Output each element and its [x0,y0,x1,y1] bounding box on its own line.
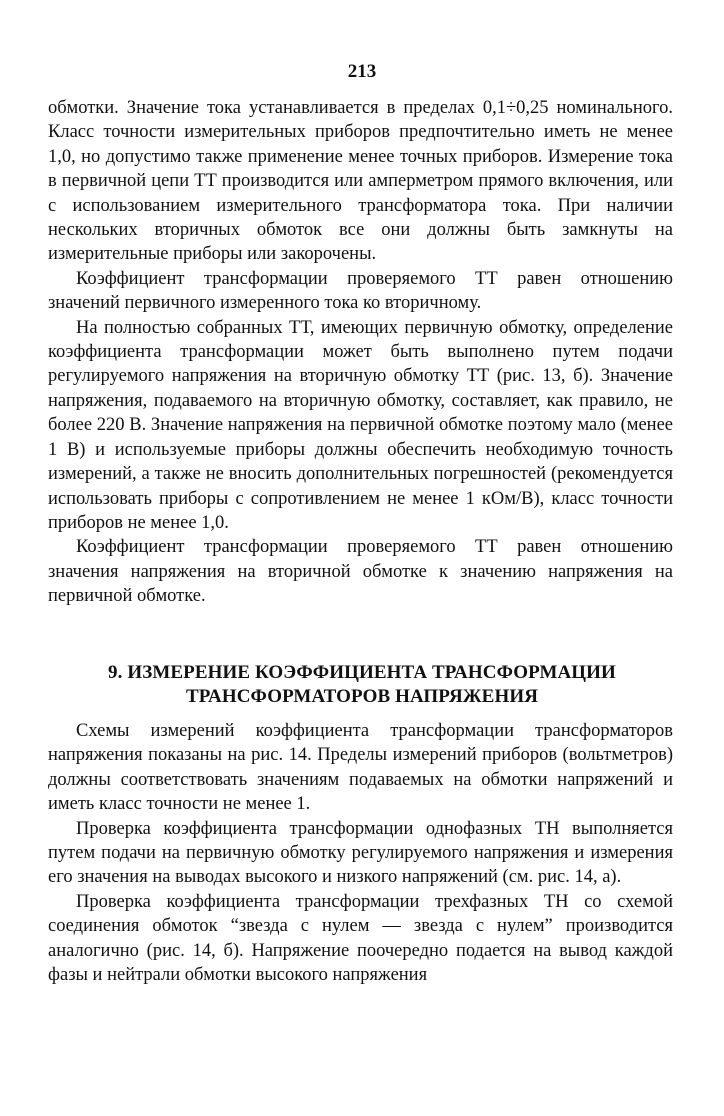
body-text-top [48,96,673,609]
paragraph: Проверка коэффициента трансформации однофазных ТН выполняется путем подачи на первичную обмотку регулируемого напряжения и измерения его значения на выводах высокого и низкого напряжений (см. рис. 14, а). [48,818,673,888]
page-number: 213 [347,61,377,82]
section-heading [30,661,694,709]
paragraph: Коэффициент трансформации проверяемого ТТ равен отношению значений первичного измеренного тока ко вторичному. [48,268,673,314]
section-heading-line-2: ТРАНСФОРМАТОРОВ НАПРЯЖЕНИЯ [185,686,539,707]
paragraph: Схемы измерений коэффициента трансформации трансформаторов напряжения показаны на рис. 14. Пределы измерений приборов (вольтметров) должны соответствовать значениям подаваемых на обмотки напряжений и иметь класс точности не менее 1. [48,721,673,815]
body-text-bottom [48,719,673,987]
section-heading-line-1: 9. ИЗМЕРЕНИЕ КОЭФФИЦИЕНТА ТРАНСФОРМАЦИИ [108,662,616,683]
paragraph: Коэффициент трансформации проверяемого ТТ равен отношению значения напряжения на вторичной обмотке к значению напряжения на первичной обмотке. [48,537,673,607]
paragraph: Проверка коэффициента трансформации трехфазных ТН со схемой соединения обмоток “звезда с нулем — звезда с нулем” производится аналогично (рис. 14, б). Напряжение поочередно подается на вывод каждой фазы и нейтрали обмотки высокого напряжения [48,891,673,986]
paragraph-continuation: обмотки. Значение тока устанавливается в пределах 0,1÷0,25 номинального. Класс точности измерительных приборов предпочтительно иметь не менее 1,0, но допустимо также применение менее точных приборов. Измерение тока в первичной цепи ТТ производится или амперметром прямого включения, или с использованием измерительного трансформатора тока. При наличии нескольких вторичных обмоток все они должны быть замкнуты на измерительные приборы или закорочены. [48,98,673,265]
paragraph: На полностью собранных ТТ, имеющих первичную обмотку, определение коэффициента трансформации может быть выполнено путем подачи регулируемого напряжения на вторичную обмотку ТТ (рис. 13, б). Значение напряжения, подаваемого на вторичную обмотку, составляет, как правило, не более 220 В. Значение напряжения на первичной обмотке поэтому мало (менее 1 В) и используемые приборы должны обеспечить необходимую точность измерений, а также не вносить дополнительных погрешностей (рекомендуется использовать приборы с сопротивлением не менее 1 кОм/В), класс точности приборов не менее 1,0. [48,317,673,533]
